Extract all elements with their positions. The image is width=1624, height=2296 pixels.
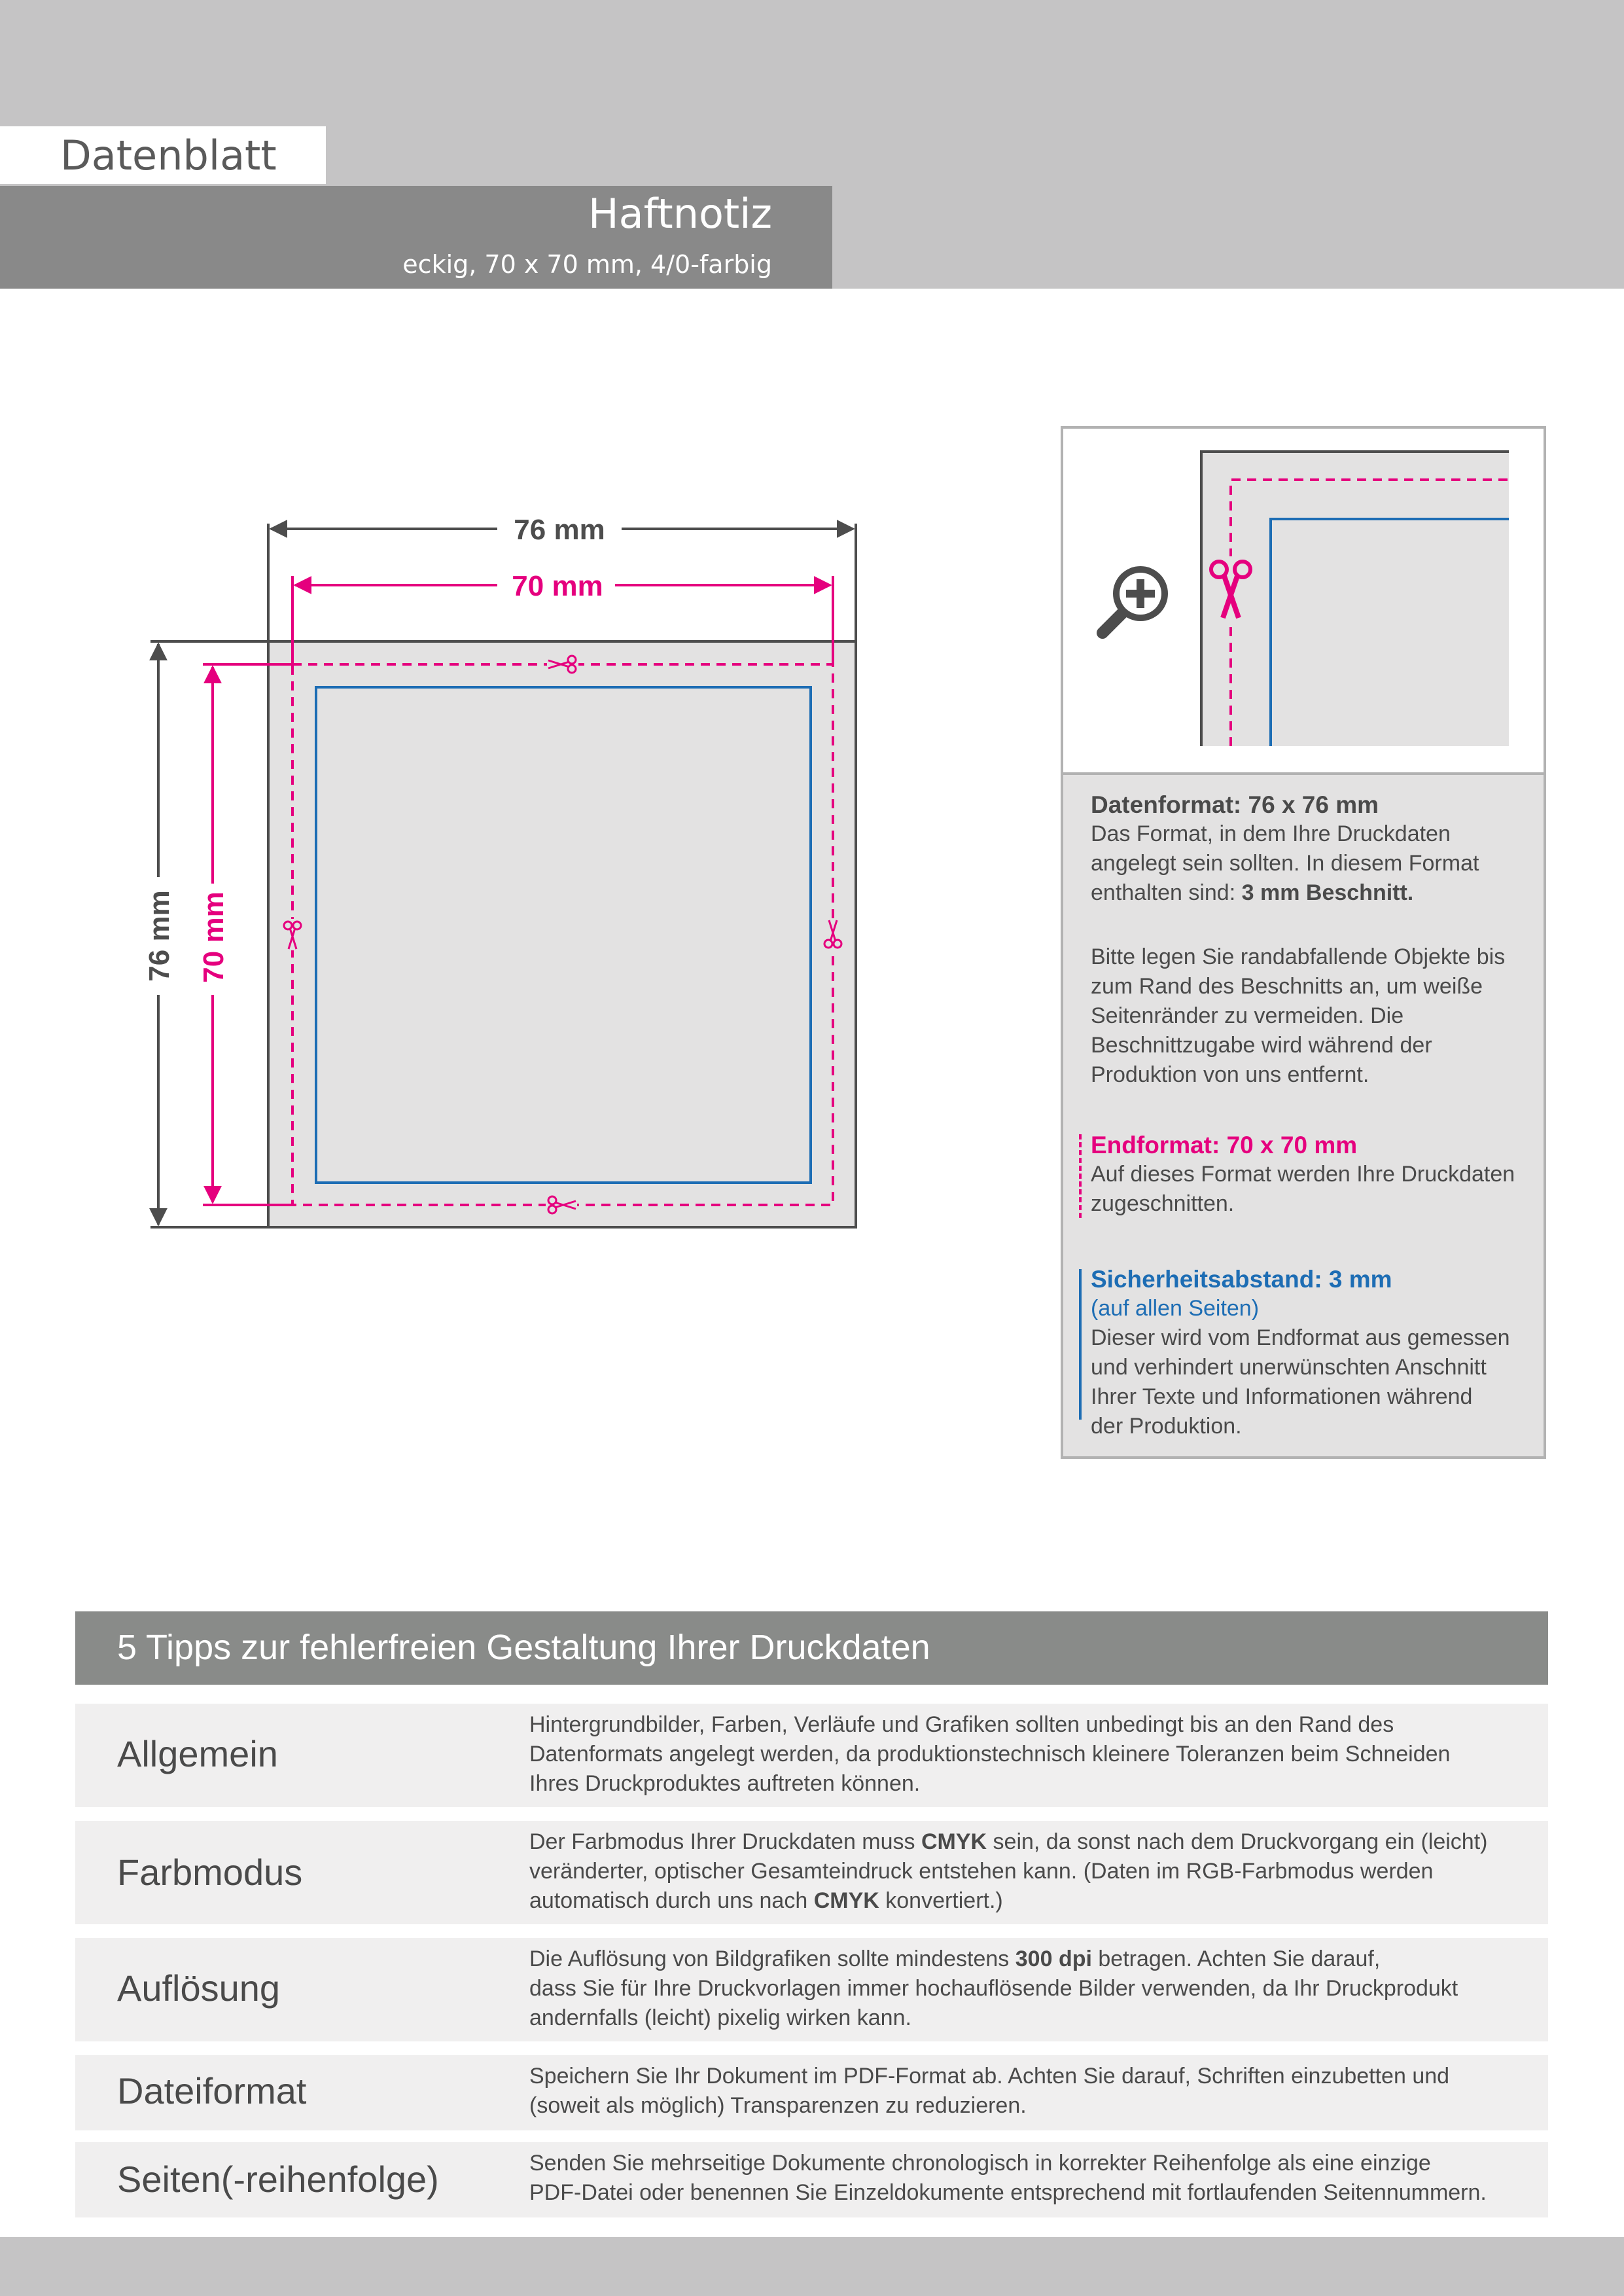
safety-marker	[1079, 1269, 1082, 1420]
tip-label: Seiten(-reihenfolge)	[117, 2159, 439, 2200]
text-line: Das Format, in dem Ihre Druckdaten	[1091, 821, 1451, 846]
magnifier-plus-icon	[1093, 560, 1174, 641]
text-span: konvertiert.)	[879, 1888, 1003, 1913]
tip-text	[529, 2149, 1537, 2208]
text-line: andernfalls (leicht) pixelig wirken kann.	[529, 2005, 911, 2030]
text-line	[1091, 878, 1536, 908]
tip-label: Farbmodus	[117, 1852, 303, 1893]
endformat-block	[1091, 1130, 1536, 1219]
endformat-title: Endformat: 70 x 70 mm	[1091, 1132, 1358, 1158]
bleed-hint-block	[1091, 942, 1536, 1090]
product-subtitle: eckig, 70 x 70 mm, 4/0-farbig	[402, 250, 772, 279]
format-diagram	[118, 497, 890, 1257]
text-line: zum Rand des Beschnitts an, um weiße	[1091, 974, 1483, 999]
dimension-label-outer-h: 76 mm	[514, 514, 605, 546]
text-span: betragen. Achten Sie darauf,	[1091, 1946, 1381, 1971]
bleed-value: 3 mm Beschnitt.	[1241, 880, 1414, 905]
text-line: zugeschnitten.	[1091, 1191, 1235, 1216]
footer-band	[0, 2237, 1624, 2296]
dimension-label-inner-h: 70 mm	[512, 570, 603, 602]
tip-row-dateiformat	[75, 2055, 1548, 2130]
text-line: Senden Sie mehrseitige Dokumente chronologisch in korrekter Reihenfolge als eine einzige	[529, 2151, 1431, 2176]
text-line: angelegt sein sollten. In diesem Format	[1091, 851, 1479, 876]
text-line: Hintergrundbilder, Farben, Verläufe und Grafiken sollten unbedingt bis an den Rand des	[529, 1712, 1394, 1737]
text-line: Beschnittzugabe wird während der	[1091, 1033, 1432, 1058]
text-span: Der Farbmodus Ihrer Druckdaten muss	[529, 1829, 921, 1854]
scissors-icon	[1211, 556, 1250, 622]
text-span: CMYK	[921, 1829, 987, 1854]
text-line: Dieser wird vom Endformat aus gemessen	[1091, 1325, 1510, 1350]
text-line: Speichern Sie Ihr Dokument im PDF-Format ab. Achten Sie darauf, Schriften einzubetten und	[529, 2064, 1450, 2089]
product-title: Haftnotiz	[588, 190, 772, 238]
tip-row-aufloesung	[75, 1938, 1548, 2041]
scissors-icon	[546, 1196, 577, 1214]
bleed-area	[268, 641, 856, 1227]
text-line: Produktion von uns entfernt.	[1091, 1062, 1369, 1087]
tip-text	[529, 2062, 1537, 2121]
text-line	[529, 1886, 1537, 1916]
sicherheit-block	[1091, 1265, 1536, 1441]
text-line	[529, 1945, 1537, 1974]
tip-text	[529, 1945, 1537, 2033]
sicherheit-title: Sicherheitsabstand: 3 mm	[1091, 1266, 1392, 1293]
tip-text	[529, 1827, 1537, 1916]
tip-label: Dateiformat	[117, 2070, 307, 2111]
text-span: automatisch durch uns nach	[529, 1888, 814, 1913]
tip-row-allgemein	[75, 1704, 1548, 1807]
text-line: Bitte legen Sie randabfallende Objekte bis	[1091, 944, 1506, 969]
document-type-tag	[0, 126, 326, 184]
document-type-label: Datenblatt	[60, 132, 277, 179]
text-span: Die Auflösung von Bildgrafiken sollte mindestens	[529, 1946, 1015, 1971]
scissors-icon	[824, 919, 842, 950]
text-line: veränderter, optischer Gesamteindruck entstehen kann. (Daten im RGB-Farbmodus werden	[529, 1859, 1434, 1884]
tips-heading: 5 Tipps zur fehlerfreien Gestaltung Ihrer Druckdaten	[117, 1628, 930, 1667]
text-line: Ihres Druckproduktes auftreten können.	[529, 1771, 921, 1796]
text-line: dass Sie für Ihre Druckvorlagen immer hochauflösende Bilder verwenden, da Ihr Druckprodukt	[529, 1976, 1458, 2001]
text-span: sein, da sonst nach dem Druckvorgang ein (leicht)	[987, 1829, 1488, 1854]
product-title-box	[0, 186, 832, 289]
text-span: 300 dpi	[1015, 1946, 1092, 1971]
tip-text	[529, 1710, 1537, 1799]
datenformat-text	[1091, 819, 1536, 908]
tip-row-seitenreihenfolge	[75, 2142, 1548, 2217]
text-line	[529, 1827, 1537, 1857]
info-panel	[1061, 426, 1546, 1459]
zoom-detail	[1063, 429, 1544, 775]
datenformat-title: Datenformat: 76 x 76 mm	[1091, 791, 1379, 818]
text-line: und verhindert unerwünschten Anschnitt	[1091, 1355, 1487, 1380]
sicherheit-subtitle: (auf allen Seiten)	[1091, 1296, 1260, 1321]
text-line: Ihrer Texte und Informationen während	[1091, 1384, 1473, 1409]
scissors-icon	[283, 919, 302, 950]
tip-row-farbmodus	[75, 1821, 1548, 1924]
text-line: Seitenränder zu vermeiden. Die	[1091, 1003, 1404, 1028]
trim-marker	[1079, 1134, 1082, 1218]
tip-label: Allgemein	[117, 1733, 278, 1774]
text-line: der Produktion.	[1091, 1414, 1242, 1439]
tip-label: Auflösung	[117, 1967, 281, 2009]
text-line: PDF-Datei oder benennen Sie Einzeldokumente entsprechend mit fortlaufenden Seitennummern.	[529, 2180, 1487, 2205]
dimension-label-outer-v: 76 mm	[143, 890, 175, 982]
datenformat-block	[1091, 790, 1536, 908]
tips-heading-bar	[75, 1611, 1548, 1685]
text-span: CMYK	[813, 1888, 879, 1913]
dimension-label-inner-v: 70 mm	[198, 891, 230, 983]
text-line: Datenformats angelegt werden, da produktionstechnisch kleinere Toleranzen beim Schneiden	[529, 1742, 1451, 1767]
text-line: (soweit als möglich) Transparenzen zu reduzieren.	[529, 2093, 1027, 2118]
text-line: Auf dieses Format werden Ihre Druckdaten	[1091, 1162, 1515, 1187]
text-span: enthalten sind:	[1091, 880, 1242, 905]
scissors-icon	[547, 655, 578, 673]
